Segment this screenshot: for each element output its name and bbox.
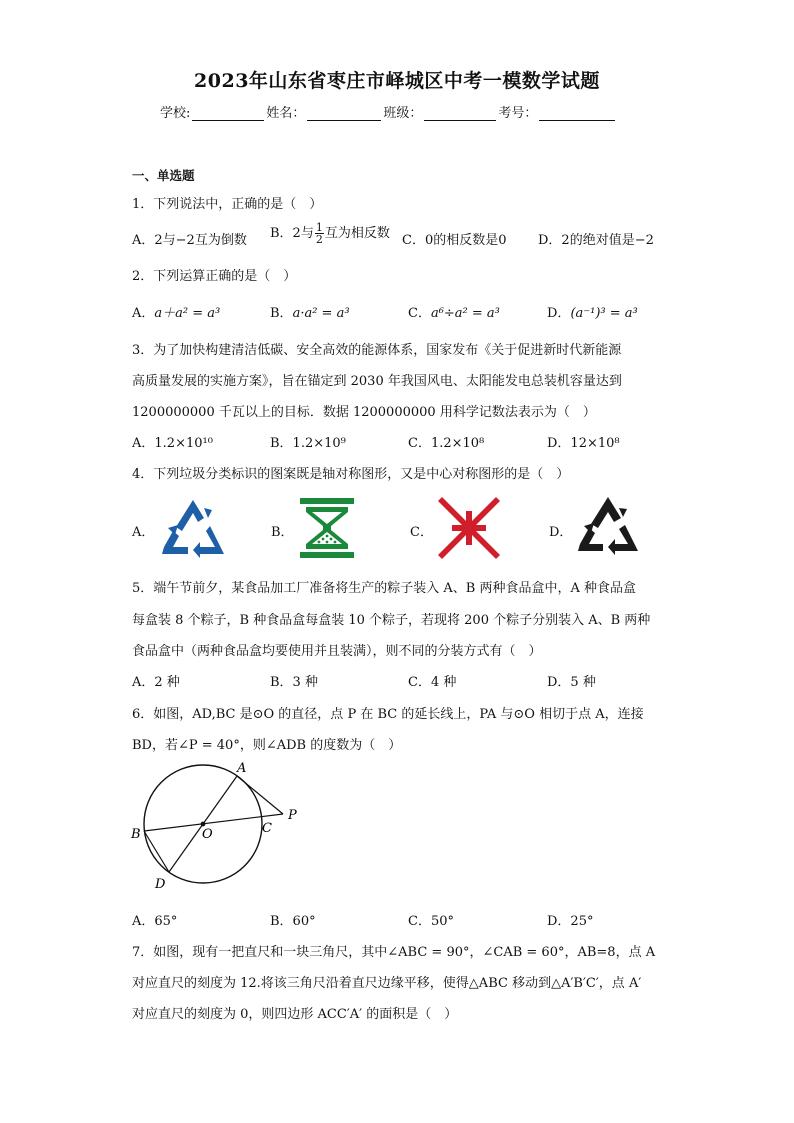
q3-option-c[interactable]: C．1.2×10⁸ [408, 436, 485, 451]
fraction-denominator: 2 [315, 233, 323, 246]
q4-option-b-label[interactable]: B． [271, 525, 294, 540]
q2-b-expr: a·a² = a³ [292, 306, 350, 321]
fraction-numerator: 1 [315, 221, 323, 234]
inward-arrows-red-icon[interactable] [438, 497, 500, 559]
q1-option-b[interactable] [270, 222, 390, 245]
school-blank[interactable] [192, 108, 264, 121]
q2-c-label: C． [408, 306, 431, 321]
label-a: A [237, 761, 247, 776]
q5-option-b[interactable]: B．3 种 [270, 675, 318, 690]
q7-line-2: 对应直尺的刻度为 12.将该三角尺沿着直尺边缘平移，使得△ABC 移动到△A′B′C′，点 A′ [132, 976, 642, 991]
recycle-triangle-blue-icon[interactable] [160, 498, 226, 560]
q2-option-c[interactable] [408, 302, 500, 321]
q2-stem: 2．下列运算正确的是（ ） [132, 269, 297, 284]
page-title: 2023年山东省枣庄市峄城区中考一模数学试题 [194, 70, 600, 92]
q6-option-c[interactable]: C．50° [408, 914, 454, 929]
q1-b-post: 互为相反数 [324, 226, 390, 241]
q3-line-2: 高质量发展的实施方案》，旨在锚定到 2030 年我国风电、太阳能发电总装机容量达到 [132, 374, 622, 389]
number-label: 考号： [498, 106, 538, 121]
q3-line-3: 1200000000 千瓦以上的目标．数据 1200000000 用科学记数法表示为（ ） [132, 405, 596, 420]
q4-stem: 4．下列垃圾分类标识的图案既是轴对称图形，又是中心对称图形的是（ ） [132, 467, 570, 482]
label-d: D [155, 877, 166, 892]
q4-option-d-label[interactable]: D． [549, 525, 573, 540]
recycle-triangle-black-icon[interactable] [577, 496, 639, 556]
q2-a-expr: a＋a² = a³ [154, 306, 221, 321]
q5-option-c[interactable]: C．4 种 [408, 675, 457, 690]
name-label: 姓名： [266, 106, 306, 121]
label-p: P [288, 808, 297, 823]
q2-option-a[interactable] [132, 302, 220, 321]
q4-option-a-label[interactable]: A． [132, 525, 155, 540]
q3-option-d[interactable]: D．12×10⁸ [547, 436, 620, 451]
section-heading: 一、单选题 [132, 168, 195, 183]
q1-option-a[interactable]: A．2与−2互为倒数 [132, 233, 247, 248]
q2-a-label: A． [132, 306, 155, 321]
q3-option-b[interactable]: B．1.2×10⁹ [270, 436, 346, 451]
q5-option-a[interactable]: A．2 种 [132, 675, 180, 690]
q6-line-2: BD，若∠P = 40°，则∠ADB 的度数为（ ） [132, 738, 402, 753]
q7-line-1: 7．如图，现有一把直尺和一块三角尺，其中∠ABC = 90°，∠CAB = 60°，AB=8，点 A [132, 945, 656, 960]
hourglass-green-icon[interactable] [298, 498, 356, 558]
q2-option-b[interactable] [270, 302, 350, 321]
q6-option-a[interactable]: A．65° [132, 914, 178, 929]
class-label: 班级： [383, 106, 423, 121]
q2-b-label: B． [270, 306, 293, 321]
label-o: O [202, 827, 213, 842]
q6-line-1: 6．如图，AD,BC 是⊙O 的直径，点 P 在 BC 的延长线上，PA 与⊙O 相切于点 A，连接 [132, 707, 644, 722]
q3-line-1: 3．为了加快构建清洁低碳、安全高效的能源体系，国家发布《关于促进新时代新能源 [132, 343, 622, 358]
q7-line-3: 对应直尺的刻度为 0，则四边形 ACC′A′ 的面积是（ ） [132, 1007, 458, 1022]
label-c: C [262, 821, 272, 836]
q1-option-c[interactable]: C．0的相反数是0 [402, 233, 507, 248]
fraction [315, 222, 324, 245]
q4-option-c-label[interactable]: C． [410, 525, 433, 540]
circle-tangent-diagram [128, 761, 308, 894]
q2-d-label: D． [547, 306, 571, 321]
name-blank[interactable] [307, 108, 381, 121]
q5-line-1: 5．端午节前夕，某食品加工厂准备将生产的粽子装入 A、B 两种食品盒中，A 种食品盒 [132, 581, 636, 596]
center-point-o [201, 822, 206, 827]
q5-line-2: 每盒装 8 个粽子，B 种食品盒每盒装 10 个粽子，若现将 200 个粽子分别装入 A、B 两种 [132, 613, 651, 628]
label-b: B [131, 827, 141, 842]
q3-option-a[interactable]: A．1.2×10¹⁰ [132, 436, 213, 451]
student-info-line [160, 102, 617, 121]
q2-d-expr: (a⁻¹)³ = a³ [570, 306, 638, 321]
q2-option-d[interactable] [547, 302, 638, 321]
number-blank[interactable] [539, 108, 615, 121]
q6-option-d[interactable]: D．25° [547, 914, 594, 929]
q1-option-d[interactable]: D．2的绝对值是−2 [538, 233, 654, 248]
q1-stem: 1．下列说法中，正确的是（ ） [132, 197, 323, 212]
q2-c-expr: a⁶÷a² = a³ [430, 306, 500, 321]
q1-b-pre: B．2与 [270, 226, 314, 241]
class-blank[interactable] [424, 108, 496, 121]
q6-option-b[interactable]: B．60° [270, 914, 316, 929]
q5-line-3: 食品盒中（两种食品盒均要使用并且装满），则不同的分装方式有（ ） [132, 644, 542, 659]
school-label: 学校: [160, 106, 191, 121]
q5-option-d[interactable]: D．5 种 [547, 675, 596, 690]
line-bd [144, 831, 169, 872]
